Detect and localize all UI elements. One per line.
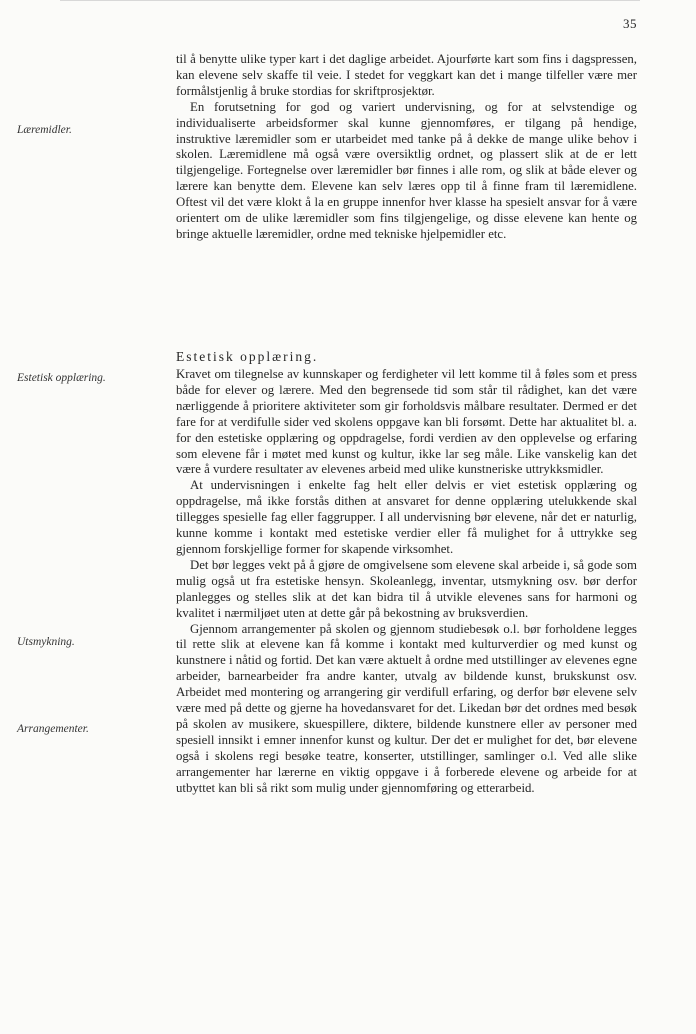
text-block-laeremidler [176,52,637,243]
page-number: 35 [623,16,637,31]
paragraph-undervisningen: At undervisningen i enkelte fag helt eller delvis er viet estetisk opplæring og oppdragelse, må ikke forstås dithen at ansvaret for denne opplæring utelukkende skal tillegges spesielle fag eller faggrupper. I all undervisning bør elevene, når det er naturlig, kunne komme i kontakt med estetiske verdier eller få mulighet for å uttrykke seg gjennom forskjellige former for skapende virksomhet. [176,478,637,556]
paragraph-kart: til å benytte ulike typer kart i det daglige arbeidet. Ajourførte kart som fins i dagspressen, kan elevene selv skaffe til veie. I stedet for veggkart kan det i mange tilfeller være mer formålstjenlig å bruke stordias for skriftprosjektør. [176,52,637,98]
paragraph-laeremidler: En forutsetning for god og variert undervisning, og for at selvstendige og individualiserte arbeidsformer skal kunne gjennomføres, er tilgang på hendige, instruktive læremidler som er utarbeidet med tanke på å dekke de mange ulike behov i skolen. Læremidlene må også være oversiktlig ordnet, og plassert slik at de er lett tilgjengelige. Fortegnelse over læremidler bør finnes i alle rom, og slik at både elever og lærere kan benytte dem. Elevene kan selv læres opp til å finne fram til læremidlene. Oftest vil det være klokt å la en gruppe innenfor hver klasse ha spesielt ansvar for å være orientert om de ulike læremidler som fins tilgjengelige, og disse elevene kan hente og bringe aktuelle læremidler, ordne med tekniske hjelpemidler etc. [176,99,637,241]
page-top-edge [60,0,640,1]
margin-label-utsmykning: Utsmykning. [17,636,75,648]
section-heading: Estetisk opplæring. [176,349,319,364]
text-block-estetisk-opplaering [176,349,637,796]
paragraph-arrangementer: Gjennom arrangementer på skolen og gjennom studiebesøk o.l. bør forholdene legges til rette slik at elevene kan få komme i kontakt med kulturverdier og med kunst og kunstnere i nåtid og fortid. Det kan være aktuelt å ordne med utstillinger av elevenes egne arbeider, barnearbeider fra andre kanter, utvalg av bildende kunst, brukskunst osv. Arbeidet med montering og arrangering gir verdifull erfaring, og derfor bør elevene selv være med på dette og gjerne ha hovedansvaret for det. Likedan bør det ordnes med besøk på skolen av musikere, skuespillere, diktere, bildende kunstnere eller av personer med spesiell innsikt i emner innenfor kunst og kultur. Der det er mulighet for det, bør elevene også i skolens regi besøke teatre, konserter, utstillinger, samlinger o.l. Ved alle slike arrangementer har lærerne en viktig oppgave i å forberede elevene og arbeide for at utbyttet kan bli så rikt som mulig under gjennomføring og etterarbeid. [176,621,637,795]
paragraph-kravet: Kravet om tilegnelse av kunnskaper og ferdigheter vil lett komme til å føles som et press både for elever og lærere. Med den begrensede tid som står til rådighet, kan det være nærliggende å prioritere aktiviteter som gir forholdsvis målbare resultater. Dermed er det fare for at verdifulle sider ved skolens oppgave kan bli forsømt. Dette har aktualitet bl. a. for den estetiske opplæring og oppdragelse, fordi verdien av den opplevelse og erfaring som elevene får i møtet med kunst og kultur, ikke lar seg måle. Like vanskelig kan det være å vurdere resultater av elevenes arbeid med ulike kunstneriske uttrykksmidler. [176,367,637,477]
paragraph-utsmykning: Det bør legges vekt på å gjøre de omgivelsene som elevene skal arbeide i, så gode som mulig også ut fra estetiske hensyn. Skoleanlegg, inventar, utsmykning osv. bør derfor planlegges og stelles slik at det kan bidra til å utvikle elevenes sans for harmoni og kvalitet i nærmiljøet uten at dette går på bekostning av bruksverdien. [176,557,637,620]
margin-label-arrangementer: Arrangementer. [17,723,89,735]
margin-label-estetisk-opplaering: Estetisk opplæring. [17,372,106,384]
margin-label-laeremidler: Læremidler. [17,124,72,136]
